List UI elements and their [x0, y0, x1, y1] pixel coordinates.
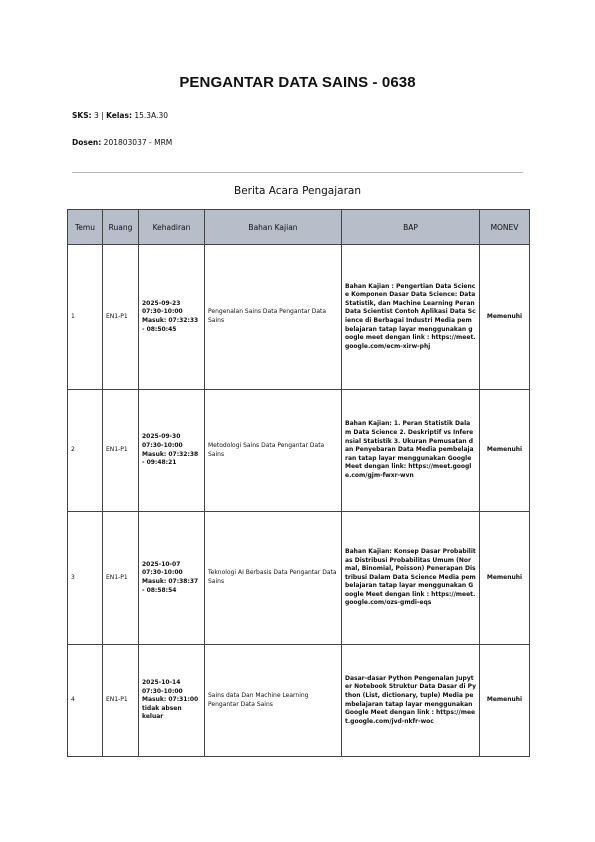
kelas-value: 15.3A.30	[134, 111, 168, 120]
kehadiran-cell: 2025-10-14 07:30-10:00 Masuk: 07:31:00 tidak absen keluar	[139, 645, 205, 757]
ruang-cell: EN1-P1	[103, 512, 139, 645]
monev-cell: Memenuhi	[480, 245, 530, 390]
column-header-bap: BAP	[342, 210, 480, 245]
monev-cell: Memenuhi	[480, 512, 530, 645]
kehadiran-cell: 2025-09-23 07:30-10:00 Masuk: 07:32:33 - 08:50:45	[139, 245, 205, 390]
column-header-bahan-kajian: Bahan Kajian	[205, 210, 342, 245]
section-title: Berita Acara Pengajaran	[233, 185, 361, 197]
column-header-monev: MONEV	[480, 210, 530, 245]
bap-cell: Bahan Kajian : Pengertian Data Science Komponen Dasar Data Science: Data Statistik, dan Machine Learning Peran Data Scientist Contoh Aplikasi Data Science di Berbagai Industri Media pembelajaran tatap layar menggunakan google meet dengan link : https://meet.google.com/ecm-xirw-phj	[342, 245, 480, 390]
dosen-value: 201803037 - MRM	[103, 138, 173, 147]
bap-cell: Dasar-dasar Python Pengenalan Jupyter Notebook Struktur Data Dasar di Python (List, dictionary, tuple) Media pembelajaran tatap layar menggunakan Google Meet dengan link : https://meet.google.com/jvd-nkfr-woc	[342, 645, 480, 757]
monev-cell: Memenuhi	[480, 645, 530, 757]
table-row	[68, 390, 530, 512]
bahan-kajian-cell: Sains data Dan Machine Learning Pengantar Data Sains	[205, 645, 342, 757]
divider	[72, 172, 523, 173]
bap-cell: Bahan Kajian: Konsep Dasar Probabilitas Distribusi Probabilitas Umum (Normal, Binomial, Poisson) Penerapan Distribusi Dalam Data Science Media pembelajaran tatap layar menggunakan Google Meet dengan link : https://meet.google.com/ozs-gmdi-eqs	[342, 512, 480, 645]
bap-table	[67, 209, 530, 757]
course-meta	[72, 111, 168, 120]
column-header-temu: Temu	[68, 210, 103, 245]
table-header-row	[68, 210, 530, 245]
dosen-label: Dosen:	[72, 138, 102, 147]
bahan-kajian-cell: Pengenalan Sains Data Pengantar Data Sains	[205, 245, 342, 390]
column-header-kehadiran: Kehadiran	[139, 210, 205, 245]
temu-cell: 1	[68, 245, 103, 390]
bap-cell: Bahan Kajian: 1. Peran Statistik Dalam Data Science 2. Deskriptif vs Inferensial Statistik 3. Ukuran Pemusatan dan Penyebaran Data Media pembelajaran tatap layar menggunakan Google Meet dengan link: https://meet.google.com/gjm-fwxr-wvn	[342, 390, 480, 512]
kehadiran-cell: 2025-10-07 07:30-10:00 Masuk: 07:38:37 - 08:58:54	[139, 512, 205, 645]
ruang-cell: EN1-P1	[103, 645, 139, 757]
ruang-cell: EN1-P1	[103, 245, 139, 390]
table-row	[68, 645, 530, 757]
page-title: PENGANTAR DATA SAINS - 0638	[179, 74, 416, 91]
sks-label: SKS:	[72, 111, 92, 120]
temu-cell: 2	[68, 390, 103, 512]
bahan-kajian-cell: Teknologi AI Berbasis Data Pengantar Data Sains	[205, 512, 342, 645]
kehadiran-cell: 2025-09-30 07:30-10:00 Masuk: 07:32:38 - 09:48:21	[139, 390, 205, 512]
column-header-ruang: Ruang	[103, 210, 139, 245]
bahan-kajian-cell: Metodologi Sains Data Pengantar Data Sains	[205, 390, 342, 512]
temu-cell: 4	[68, 645, 103, 757]
lecturer-meta	[72, 138, 172, 147]
ruang-cell: EN1-P1	[103, 390, 139, 512]
kelas-label: Kelas:	[106, 111, 132, 120]
table-row	[68, 512, 530, 645]
monev-cell: Memenuhi	[480, 390, 530, 512]
table-row	[68, 245, 530, 390]
temu-cell: 3	[68, 512, 103, 645]
sks-value: 3 |	[94, 111, 107, 120]
